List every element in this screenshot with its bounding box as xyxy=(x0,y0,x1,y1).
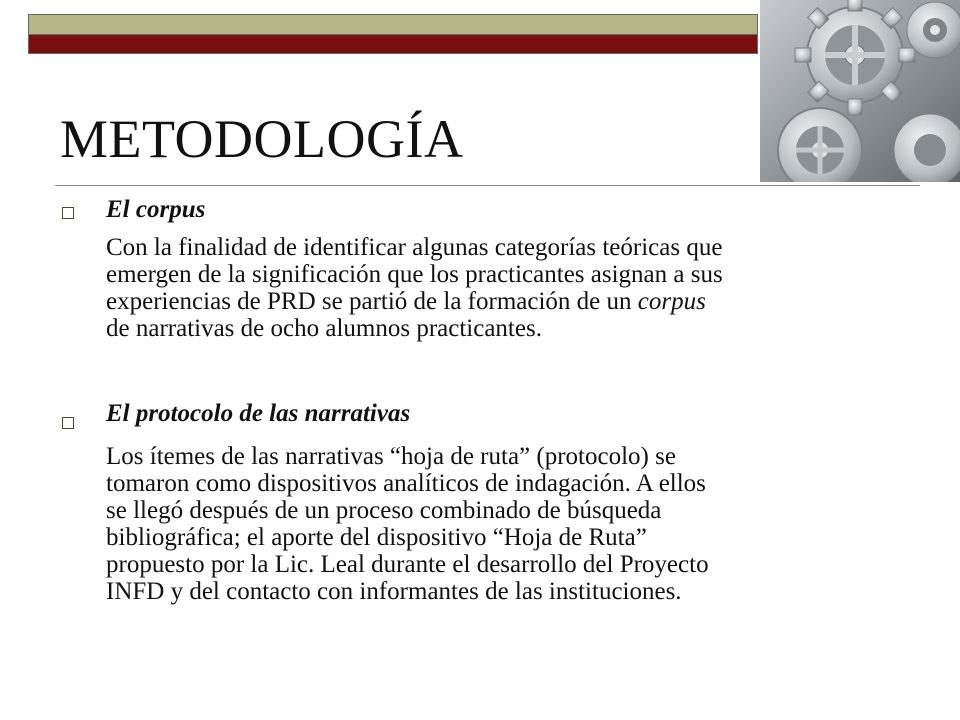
section-body-corpus xyxy=(106,234,896,342)
body-line xyxy=(106,288,896,315)
section-heading-corpus: El corpus xyxy=(106,196,206,223)
body-line: tomaron como dispositivos analíticos de indagación. A ellos xyxy=(106,470,706,497)
section-heading-protocol: El protocolo de las narrativas xyxy=(106,400,411,427)
header-band-maroon-stripe xyxy=(29,35,757,53)
header-band-olive-stripe xyxy=(29,15,757,35)
body-line: bibliográfica; el aporte del dispositivo “Hoja de Ruta” xyxy=(106,524,647,551)
bullet-square-icon xyxy=(62,417,74,429)
gears-image xyxy=(760,0,960,182)
body-line: INFD y del contacto con informantes de las instituciones. xyxy=(106,578,682,605)
gear-large xyxy=(795,0,915,115)
body-line-text: experiencias de PRD se partió de la formación de un xyxy=(106,288,638,315)
body-italic-word: corpus xyxy=(637,288,706,315)
title-divider xyxy=(55,185,920,186)
body-line: propuesto por la Lic. Leal durante el desarrollo del Proyecto xyxy=(106,551,709,578)
gear-small-right xyxy=(907,2,960,58)
bullet-square-icon xyxy=(62,207,74,219)
body-line: emergen de la significación que los practicantes asignan a sus xyxy=(106,261,723,288)
body-line: Con la finalidad de identificar algunas categorías teóricas que xyxy=(106,234,723,261)
header-band xyxy=(28,14,758,54)
body-line: se llegó después de un proceso combinado de búsqueda xyxy=(106,497,662,524)
section-body-protocol xyxy=(106,443,896,605)
slide-title: METODOLOGÍA xyxy=(60,109,464,169)
gear-bottom xyxy=(778,108,862,182)
body-line: Los ítemes de las narrativas “hoja de ruta” (protocolo) se xyxy=(106,443,676,470)
body-line: de narrativas de ocho alumnos practicantes. xyxy=(106,315,542,342)
